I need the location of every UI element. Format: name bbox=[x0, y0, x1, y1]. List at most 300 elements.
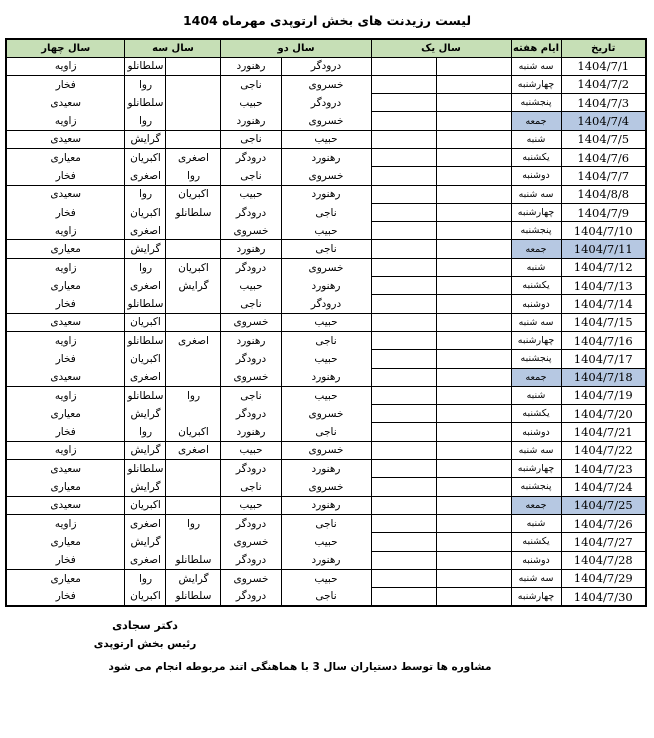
year1-cell bbox=[436, 277, 511, 295]
year4-cell: معیاری bbox=[6, 405, 125, 423]
year4-cell: فخار bbox=[6, 350, 125, 368]
year3-cell bbox=[166, 313, 221, 331]
year2-cell: رهنورد bbox=[281, 460, 371, 478]
year1-cell bbox=[371, 240, 436, 258]
table-row bbox=[6, 368, 646, 386]
year3-cell: اکبریان bbox=[125, 313, 166, 331]
year4-cell: فخار bbox=[6, 167, 125, 185]
year1-cell bbox=[436, 350, 511, 368]
year1-cell bbox=[371, 203, 436, 221]
year3-cell: اصغری bbox=[166, 441, 221, 459]
date-cell: 1404/7/24 bbox=[561, 478, 646, 496]
year2-cell: حبیب bbox=[281, 533, 371, 551]
signature-title: رئیس بخش ارتوپدی bbox=[93, 638, 197, 650]
year1-cell bbox=[371, 331, 436, 349]
year3-cell bbox=[166, 368, 221, 386]
weekday-cell: دوشنبه bbox=[511, 423, 561, 441]
date-cell: 1404/7/30 bbox=[561, 588, 646, 606]
weekday-cell: شنبه bbox=[511, 258, 561, 276]
year3-cell bbox=[166, 240, 221, 258]
header-year3: سال سه bbox=[125, 39, 221, 57]
year4-cell: سعیدی bbox=[6, 130, 125, 148]
date-cell: 1404/7/2 bbox=[561, 75, 646, 93]
year2-cell: رهنورد bbox=[281, 185, 371, 203]
year1-cell bbox=[436, 331, 511, 349]
date-cell: 1404/7/19 bbox=[561, 386, 646, 404]
weekday-cell: دوشنبه bbox=[511, 167, 561, 185]
year2-cell: خسروی bbox=[281, 405, 371, 423]
year4-cell: معیاری bbox=[6, 148, 125, 166]
year4-cell: سعیدی bbox=[6, 368, 125, 386]
year4-cell: فخار bbox=[6, 588, 125, 606]
year3-cell: اصغری bbox=[125, 277, 166, 295]
year2-cell: ناجی bbox=[281, 514, 371, 532]
weekday-cell: جمعه bbox=[511, 496, 561, 514]
year4-cell: فخار bbox=[6, 423, 125, 441]
year1-cell bbox=[371, 258, 436, 276]
table-row bbox=[6, 496, 646, 514]
year1-cell bbox=[371, 148, 436, 166]
year1-cell bbox=[371, 460, 436, 478]
weekday-cell: پنجشنبه bbox=[511, 350, 561, 368]
year3-cell: اصغری bbox=[166, 148, 221, 166]
year2-cell: درودگر bbox=[281, 295, 371, 313]
year1-cell bbox=[371, 350, 436, 368]
table-row bbox=[6, 551, 646, 569]
year2-cell: رهنورد bbox=[221, 112, 281, 130]
year3-cell bbox=[166, 112, 221, 130]
year3-cell: اکبریان bbox=[125, 496, 166, 514]
year3-cell: گرایش bbox=[166, 277, 221, 295]
year3-cell: سلطانلو bbox=[125, 295, 166, 313]
year4-cell: زاویه bbox=[6, 386, 125, 404]
year1-cell bbox=[436, 423, 511, 441]
year2-cell: خسروی bbox=[221, 368, 281, 386]
year3-cell: گرایش bbox=[166, 569, 221, 587]
year1-cell bbox=[371, 295, 436, 313]
year1-cell bbox=[436, 569, 511, 587]
table-row bbox=[6, 130, 646, 148]
year4-cell: سعیدی bbox=[6, 185, 125, 203]
year2-cell: خسروی bbox=[221, 313, 281, 331]
date-cell: 1404/7/12 bbox=[561, 258, 646, 276]
year2-cell: ناجی bbox=[221, 295, 281, 313]
year2-cell: رهنورد bbox=[221, 240, 281, 258]
weekday-cell: جمعه bbox=[511, 240, 561, 258]
date-cell: 1404/7/25 bbox=[561, 496, 646, 514]
weekday-cell: شنبه bbox=[511, 130, 561, 148]
year3-cell: اکبریان bbox=[166, 185, 221, 203]
year1-cell bbox=[371, 478, 436, 496]
date-cell: 1404/7/18 bbox=[561, 368, 646, 386]
date-cell: 1404/7/17 bbox=[561, 350, 646, 368]
weekday-cell: جمعه bbox=[511, 368, 561, 386]
year1-cell bbox=[371, 112, 436, 130]
year4-cell: سعیدی bbox=[6, 460, 125, 478]
header-year4: سال چهار bbox=[6, 39, 125, 57]
year2-cell: رهنورد bbox=[281, 368, 371, 386]
table-row bbox=[6, 569, 646, 587]
year4-cell: زاویه bbox=[6, 331, 125, 349]
weekday-cell: پنجشنبه bbox=[511, 478, 561, 496]
year1-cell bbox=[371, 551, 436, 569]
year3-cell: روا bbox=[125, 569, 166, 587]
year1-cell bbox=[371, 533, 436, 551]
table-row bbox=[6, 350, 646, 368]
year3-cell: سلطانلو bbox=[125, 57, 166, 75]
date-cell: 1404/7/22 bbox=[561, 441, 646, 459]
year1-cell bbox=[371, 185, 436, 203]
year1-cell bbox=[436, 112, 511, 130]
year3-cell bbox=[166, 130, 221, 148]
date-cell: 1404/7/6 bbox=[561, 148, 646, 166]
year2-cell: رهنورد bbox=[281, 148, 371, 166]
header-year2: سال دو bbox=[221, 39, 371, 57]
year2-cell: خسروی bbox=[281, 258, 371, 276]
year1-cell bbox=[436, 551, 511, 569]
year3-cell: روا bbox=[125, 75, 166, 93]
year1-cell bbox=[436, 57, 511, 75]
year4-cell: سعیدی bbox=[6, 313, 125, 331]
year1-cell bbox=[436, 258, 511, 276]
year1-cell bbox=[436, 368, 511, 386]
year3-cell bbox=[166, 350, 221, 368]
page-title: لیست رزیدنت های بخش ارتوپدی مهرماه 1404 bbox=[182, 13, 472, 28]
year4-cell: سعیدی bbox=[6, 94, 125, 112]
year2-cell: رهنورد bbox=[281, 496, 371, 514]
year2-cell: درودگر bbox=[221, 148, 281, 166]
table-row bbox=[6, 295, 646, 313]
year2-cell: ناجی bbox=[281, 203, 371, 221]
year1-cell bbox=[371, 167, 436, 185]
year3-cell: اکبریان bbox=[125, 588, 166, 606]
year4-cell: معیاری bbox=[6, 277, 125, 295]
header-year1: سال یک bbox=[371, 39, 511, 57]
date-cell: 1404/7/29 bbox=[561, 569, 646, 587]
year3-cell bbox=[166, 460, 221, 478]
year4-cell: معیاری bbox=[6, 240, 125, 258]
year2-cell: درودگر bbox=[281, 94, 371, 112]
year2-cell: درودگر bbox=[221, 203, 281, 221]
weekday-cell: یکشنبه bbox=[511, 533, 561, 551]
year1-cell bbox=[436, 588, 511, 606]
year1-cell bbox=[436, 240, 511, 258]
weekday-cell: پنجشنبه bbox=[511, 94, 561, 112]
table-row bbox=[6, 460, 646, 478]
year3-cell: روا bbox=[166, 514, 221, 532]
year3-cell: روا bbox=[125, 185, 166, 203]
year1-cell bbox=[436, 533, 511, 551]
year1-cell bbox=[436, 496, 511, 514]
year2-cell: خسروی bbox=[281, 441, 371, 459]
table-row bbox=[6, 167, 646, 185]
weekday-cell: پنجشنبه bbox=[511, 222, 561, 240]
year2-cell: ناجی bbox=[221, 130, 281, 148]
year1-cell bbox=[371, 386, 436, 404]
weekday-cell: سه شنبه bbox=[511, 569, 561, 587]
year1-cell bbox=[436, 386, 511, 404]
year1-cell bbox=[436, 148, 511, 166]
year4-cell: زاویه bbox=[6, 258, 125, 276]
year1-cell bbox=[436, 75, 511, 93]
year3-cell bbox=[166, 295, 221, 313]
year1-cell bbox=[371, 368, 436, 386]
year4-cell: معیاری bbox=[6, 569, 125, 587]
table-row bbox=[6, 148, 646, 166]
year2-cell: درودگر bbox=[221, 460, 281, 478]
weekday-cell: سه شنبه bbox=[511, 185, 561, 203]
year2-cell: حبیب bbox=[281, 130, 371, 148]
date-cell: 1404/7/26 bbox=[561, 514, 646, 532]
weekday-cell: یکشنبه bbox=[511, 405, 561, 423]
year3-cell: گرایش bbox=[125, 130, 166, 148]
year3-cell: روا bbox=[125, 423, 166, 441]
year3-cell bbox=[166, 478, 221, 496]
year3-cell: گرایش bbox=[125, 405, 166, 423]
weekday-cell: چهارشنبه bbox=[511, 75, 561, 93]
weekday-cell: چهارشنبه bbox=[511, 588, 561, 606]
date-cell: 1404/7/11 bbox=[561, 240, 646, 258]
year4-cell: فخار bbox=[6, 551, 125, 569]
table-row bbox=[6, 588, 646, 606]
date-cell: 1404/7/13 bbox=[561, 277, 646, 295]
year2-cell: خسروی bbox=[221, 533, 281, 551]
year1-cell bbox=[436, 295, 511, 313]
year1-cell bbox=[371, 405, 436, 423]
year3-cell: اکبریان bbox=[125, 350, 166, 368]
header-weekday: ایام هفته bbox=[511, 39, 561, 57]
table-row bbox=[6, 478, 646, 496]
year1-cell bbox=[436, 222, 511, 240]
year2-cell: خسروی bbox=[281, 112, 371, 130]
year4-cell: فخار bbox=[6, 203, 125, 221]
year1-cell bbox=[371, 277, 436, 295]
date-cell: 1404/7/27 bbox=[561, 533, 646, 551]
date-cell: 1404/7/16 bbox=[561, 331, 646, 349]
year1-cell bbox=[436, 313, 511, 331]
year2-cell: رهنورد bbox=[221, 57, 281, 75]
year1-cell bbox=[371, 423, 436, 441]
date-cell: 1404/7/1 bbox=[561, 57, 646, 75]
table-row bbox=[6, 258, 646, 276]
year1-cell bbox=[371, 57, 436, 75]
signature-name: دکتر سجادی bbox=[112, 619, 178, 632]
year2-cell: رهنورد bbox=[221, 423, 281, 441]
date-cell: 1404/7/21 bbox=[561, 423, 646, 441]
weekday-cell: چهارشنبه bbox=[511, 460, 561, 478]
year3-cell: روا bbox=[166, 167, 221, 185]
year3-cell: گرایش bbox=[125, 240, 166, 258]
weekday-cell: سه شنبه bbox=[511, 313, 561, 331]
weekday-cell: شنبه bbox=[511, 386, 561, 404]
table-row bbox=[6, 441, 646, 459]
year4-cell: فخار bbox=[6, 295, 125, 313]
year2-cell: درودگر bbox=[221, 514, 281, 532]
year2-cell: خسروی bbox=[281, 478, 371, 496]
year3-cell bbox=[166, 57, 221, 75]
weekday-cell: سه شنبه bbox=[511, 57, 561, 75]
year2-cell: درودگر bbox=[221, 588, 281, 606]
table-row bbox=[6, 405, 646, 423]
year2-cell: ناجی bbox=[221, 75, 281, 93]
date-cell: 1404/7/3 bbox=[561, 94, 646, 112]
table-row bbox=[6, 533, 646, 551]
year3-cell bbox=[166, 405, 221, 423]
year3-cell: سلطانلو bbox=[166, 588, 221, 606]
year2-cell: رهنورد bbox=[281, 277, 371, 295]
date-cell: 1404/7/10 bbox=[561, 222, 646, 240]
year3-cell: اکبریان bbox=[166, 258, 221, 276]
year2-cell: ناجی bbox=[221, 478, 281, 496]
date-cell: 1404/7/7 bbox=[561, 167, 646, 185]
year2-cell: درودگر bbox=[221, 551, 281, 569]
year4-cell: زاویه bbox=[6, 441, 125, 459]
header-row bbox=[6, 39, 646, 57]
date-cell: 1404/7/28 bbox=[561, 551, 646, 569]
year2-cell: حبیب bbox=[281, 386, 371, 404]
year2-cell: درودگر bbox=[221, 405, 281, 423]
consultation-note: مشاوره ها توسط دستیاران سال 3 با هماهنگی اتند مربوطه انجام می شود bbox=[108, 661, 492, 673]
year2-cell: حبیب bbox=[221, 277, 281, 295]
year3-cell: گرایش bbox=[125, 533, 166, 551]
year2-cell: حبیب bbox=[221, 496, 281, 514]
year2-cell: خسروی bbox=[281, 167, 371, 185]
year2-cell: درودگر bbox=[221, 350, 281, 368]
year3-cell: سلطانلو bbox=[166, 551, 221, 569]
year1-cell bbox=[371, 75, 436, 93]
table-row bbox=[6, 75, 646, 93]
year3-cell: روا bbox=[125, 258, 166, 276]
year4-cell: معیاری bbox=[6, 533, 125, 551]
year1-cell bbox=[371, 441, 436, 459]
year3-cell: اصغری bbox=[125, 368, 166, 386]
year3-cell: سلطانلو bbox=[166, 203, 221, 221]
year2-cell: حبیب bbox=[281, 569, 371, 587]
year2-cell: خسروی bbox=[221, 569, 281, 587]
table-row bbox=[6, 277, 646, 295]
year1-cell bbox=[371, 588, 436, 606]
date-cell: 1404/7/23 bbox=[561, 460, 646, 478]
year3-cell bbox=[166, 222, 221, 240]
year3-cell: روا bbox=[166, 386, 221, 404]
weekday-cell: سه شنبه bbox=[511, 441, 561, 459]
year3-cell: اصغری bbox=[125, 514, 166, 532]
year1-cell bbox=[436, 130, 511, 148]
year3-cell: گرایش bbox=[125, 441, 166, 459]
year3-cell: سلطانلو bbox=[125, 331, 166, 349]
year3-cell: سلطانلو bbox=[125, 94, 166, 112]
weekday-cell: دوشنبه bbox=[511, 551, 561, 569]
year1-cell bbox=[436, 405, 511, 423]
year2-cell: ناجی bbox=[281, 423, 371, 441]
resident-schedule-table bbox=[5, 38, 647, 607]
date-cell: 1404/7/9 bbox=[561, 203, 646, 221]
header-date: تاریخ bbox=[561, 39, 646, 57]
year3-cell: گرایش bbox=[125, 478, 166, 496]
table-row bbox=[6, 222, 646, 240]
year2-cell: حبیب bbox=[221, 94, 281, 112]
year3-cell: اکبریان bbox=[125, 203, 166, 221]
year2-cell: ناجی bbox=[221, 386, 281, 404]
year2-cell: حبیب bbox=[281, 350, 371, 368]
table-row bbox=[6, 94, 646, 112]
year1-cell bbox=[371, 313, 436, 331]
year4-cell: سعیدی bbox=[6, 496, 125, 514]
year2-cell: ناجی bbox=[281, 331, 371, 349]
year1-cell bbox=[436, 478, 511, 496]
date-cell: 1404/8/8 bbox=[561, 185, 646, 203]
date-cell: 1404/7/20 bbox=[561, 405, 646, 423]
table-row bbox=[6, 423, 646, 441]
weekday-cell: شنبه bbox=[511, 514, 561, 532]
weekday-cell: یکشنبه bbox=[511, 148, 561, 166]
weekday-cell: چهارشنبه bbox=[511, 203, 561, 221]
date-cell: 1404/7/5 bbox=[561, 130, 646, 148]
table-row bbox=[6, 57, 646, 75]
year1-cell bbox=[371, 496, 436, 514]
year3-cell: سلطانلو bbox=[125, 460, 166, 478]
year4-cell: زاویه bbox=[6, 57, 125, 75]
schedule-table-body bbox=[6, 57, 646, 606]
year1-cell bbox=[371, 130, 436, 148]
year2-cell: رهنورد bbox=[281, 551, 371, 569]
year1-cell bbox=[371, 569, 436, 587]
table-row bbox=[6, 112, 646, 130]
date-cell: 1404/7/4 bbox=[561, 112, 646, 130]
table-row bbox=[6, 313, 646, 331]
table-row bbox=[6, 331, 646, 349]
year4-cell: زاویه bbox=[6, 112, 125, 130]
year1-cell bbox=[436, 185, 511, 203]
year4-cell: زاویه bbox=[6, 514, 125, 532]
year3-cell: اصغری bbox=[125, 551, 166, 569]
year2-cell: حبیب bbox=[281, 222, 371, 240]
year1-cell bbox=[436, 441, 511, 459]
year4-cell: معیاری bbox=[6, 478, 125, 496]
year3-cell: سلطانلو bbox=[125, 386, 166, 404]
table-row bbox=[6, 386, 646, 404]
year1-cell bbox=[371, 94, 436, 112]
year2-cell: ناجی bbox=[281, 240, 371, 258]
year2-cell: حبیب bbox=[281, 313, 371, 331]
year2-cell: حبیب bbox=[221, 441, 281, 459]
year2-cell: رهنورد bbox=[221, 331, 281, 349]
year1-cell bbox=[371, 514, 436, 532]
year2-cell: خسروی bbox=[281, 75, 371, 93]
year1-cell bbox=[436, 167, 511, 185]
year3-cell: اکبریان bbox=[166, 423, 221, 441]
year3-cell: اصغری bbox=[166, 331, 221, 349]
year3-cell bbox=[166, 496, 221, 514]
weekday-cell: دوشنبه bbox=[511, 295, 561, 313]
year3-cell bbox=[166, 75, 221, 93]
year4-cell: زاویه bbox=[6, 222, 125, 240]
year2-cell: ناجی bbox=[281, 588, 371, 606]
year1-cell bbox=[436, 460, 511, 478]
year2-cell: خسروی bbox=[221, 222, 281, 240]
table-row bbox=[6, 185, 646, 203]
year3-cell: اصغری bbox=[125, 167, 166, 185]
table-row bbox=[6, 203, 646, 221]
year4-cell: فخار bbox=[6, 75, 125, 93]
year2-cell: ناجی bbox=[221, 167, 281, 185]
year1-cell bbox=[436, 203, 511, 221]
year2-cell: حبیب bbox=[221, 185, 281, 203]
year1-cell bbox=[436, 514, 511, 532]
year2-cell: درودگر bbox=[221, 258, 281, 276]
year1-cell bbox=[436, 94, 511, 112]
table-row bbox=[6, 240, 646, 258]
